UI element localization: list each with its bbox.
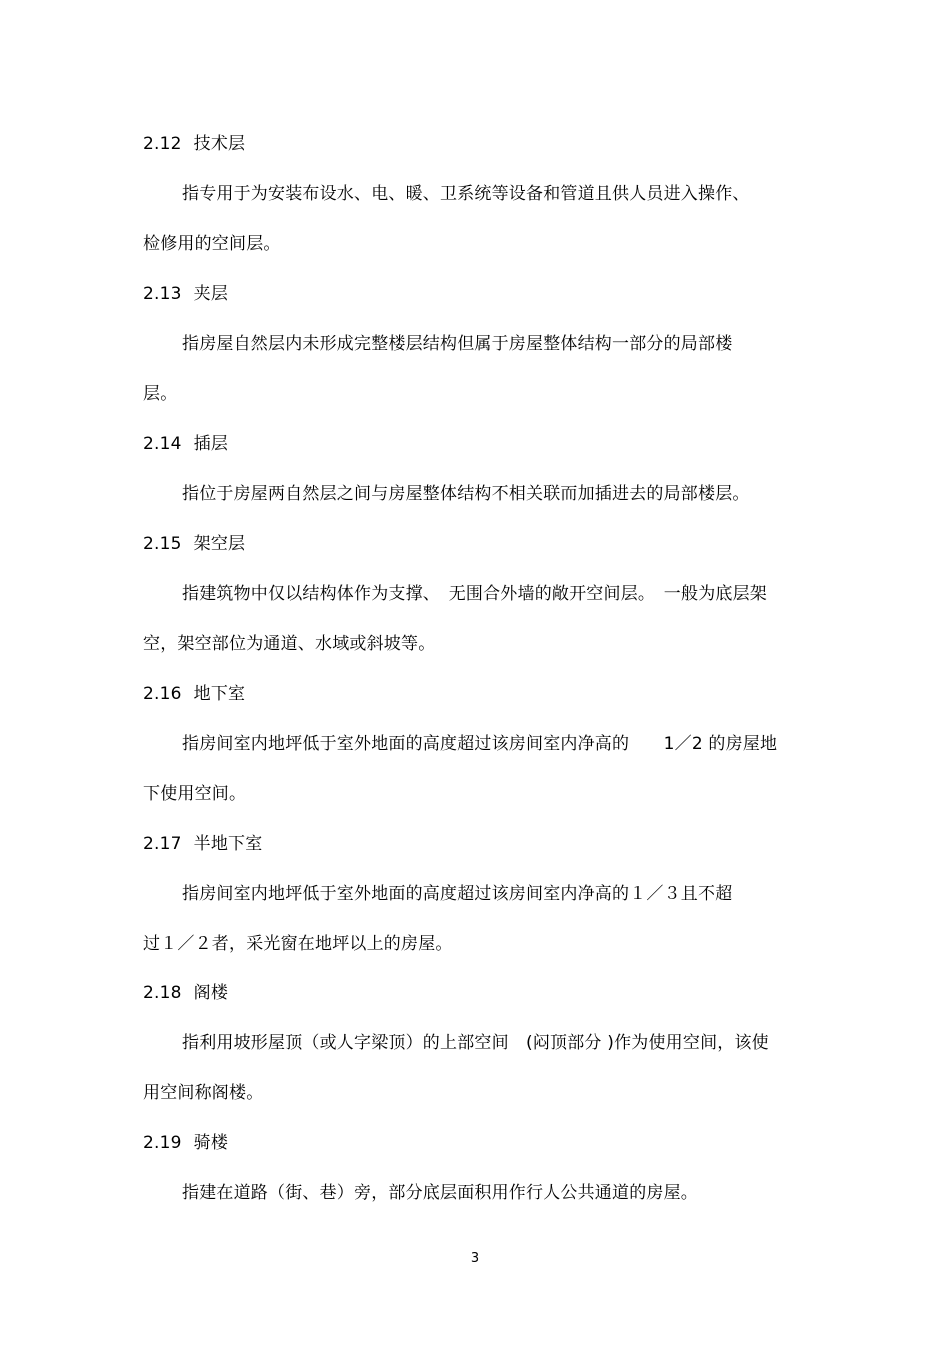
paragraph-line: 过１／２者，采光窗在地坪以上的房屋。 xyxy=(143,934,453,954)
section-title: 夹层 xyxy=(193,284,229,304)
section-heading xyxy=(143,283,228,305)
paragraph-line: 指建在道路（街、巷）旁，部分底层面积用作行人公共通道的房屋。 xyxy=(182,1183,698,1203)
paragraph-line: 指利用坡形屋顶（或人字梁顶）的上部空间 (闷顶部分 )作为使用空间，该使 xyxy=(182,1033,769,1053)
paragraph-line: 指专用于为安装布设水、电、暖、卫系统等设备和管道且供人员进入操作、 xyxy=(182,184,750,204)
paragraph-line: 指位于房屋两自然层之间与房屋整体结构不相关联而加插进去的局部楼层。 xyxy=(182,484,750,504)
section-number: 2.13 xyxy=(143,284,182,304)
section-number: 2.15 xyxy=(143,534,182,554)
section-title: 技术层 xyxy=(193,134,246,154)
paragraph-line: 指房间室内地坪低于室外地面的高度超过该房间室内净高的 1／2 的房屋地 xyxy=(182,734,778,754)
section-number: 2.12 xyxy=(143,134,182,154)
page-number: 3 xyxy=(470,1251,480,1266)
section-title: 架空层 xyxy=(193,534,246,554)
paragraph-line: 指房间室内地坪低于室外地面的高度超过该房间室内净高的１／３且不超 xyxy=(182,884,733,904)
section-number: 2.18 xyxy=(143,983,182,1003)
section-title: 阁楼 xyxy=(193,983,229,1003)
section-heading xyxy=(143,133,245,155)
section-title: 骑楼 xyxy=(193,1133,229,1153)
section-heading xyxy=(143,982,228,1004)
section-number: 2.17 xyxy=(143,834,182,854)
paragraph-line: 空，架空部位为通道、水域或斜坡等。 xyxy=(143,634,436,654)
section-heading xyxy=(143,533,245,555)
section-number: 2.16 xyxy=(143,684,182,704)
section-title: 地下室 xyxy=(193,684,246,704)
section-number: 2.14 xyxy=(143,434,182,454)
section-heading xyxy=(143,683,245,705)
section-heading xyxy=(143,833,262,855)
paragraph-line: 用空间称阁楼。 xyxy=(143,1083,264,1103)
paragraph-line: 指房屋自然层内未形成完整楼层结构但属于房屋整体结构一部分的局部楼 xyxy=(182,334,733,354)
paragraph-line: 下使用空间。 xyxy=(143,784,247,804)
section-title: 半地下室 xyxy=(193,834,263,854)
section-number: 2.19 xyxy=(143,1133,182,1153)
section-heading xyxy=(143,1132,228,1154)
paragraph-line: 检修用的空间层。 xyxy=(143,234,281,254)
paragraph-line: 层。 xyxy=(143,384,178,404)
section-heading xyxy=(143,433,228,455)
paragraph-line: 指建筑物中仅以结构体作为支撑、 无围合外墙的敞开空间层。 一般为底层架 xyxy=(182,584,767,604)
section-title: 插层 xyxy=(193,434,229,454)
